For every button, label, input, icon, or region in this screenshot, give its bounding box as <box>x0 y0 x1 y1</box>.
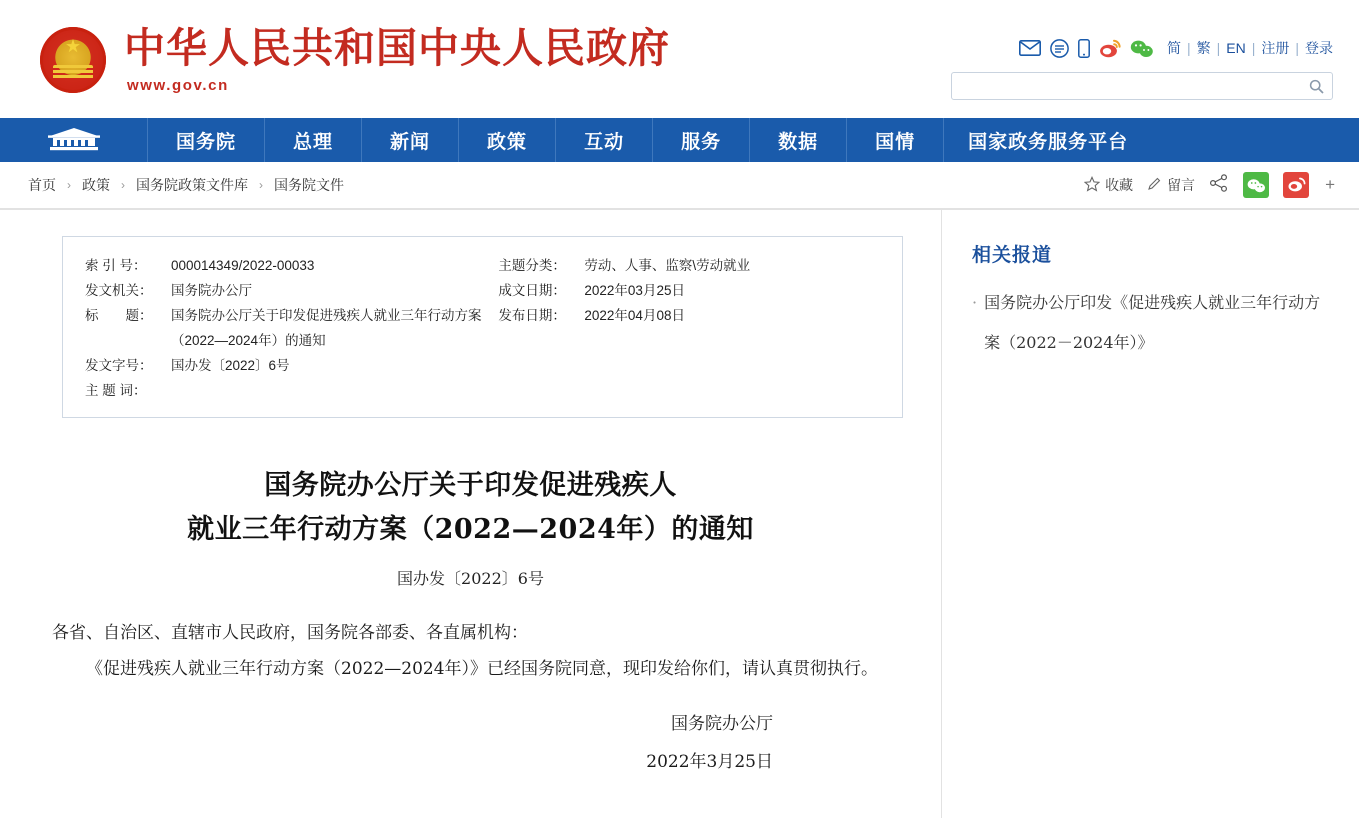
wechat-icon[interactable] <box>1130 39 1154 58</box>
breadcrumb-item-policy-library[interactable]: 国务院政策文件库 <box>136 177 248 193</box>
nav-item-zhengce[interactable]: 政策 <box>459 118 556 162</box>
meta-row-issuer <box>85 278 498 303</box>
meta-value: 2022年03月25日 <box>584 283 685 298</box>
document-body <box>52 615 893 687</box>
meta-value: 000014349/2022-00033 <box>171 258 315 273</box>
meta-row-publish-date <box>498 303 880 328</box>
meta-key: 标 题： <box>85 308 153 323</box>
pencil-icon <box>1147 176 1162 194</box>
document-signature-block <box>0 705 941 781</box>
link-separator: | <box>1251 40 1256 56</box>
breadcrumb-item-state-council-doc[interactable]: 国务院文件 <box>274 177 344 193</box>
share-icon[interactable] <box>1209 174 1229 197</box>
comment-label: 留言 <box>1167 177 1196 193</box>
meta-row-category <box>498 253 880 278</box>
link-separator: | <box>1295 40 1299 56</box>
meta-right-column <box>498 253 880 403</box>
sidebar-item-label[interactable]: 国务院办公厅印发《促进残疾人就业三年行动方案（2022－2024年）》 <box>984 293 1321 352</box>
breadcrumb-separator: › <box>67 178 71 192</box>
mobile-icon[interactable] <box>1078 39 1090 58</box>
breadcrumb-separator: › <box>121 178 125 192</box>
lang-link-simplified[interactable]: 简 <box>1166 40 1181 56</box>
header-right <box>951 36 1333 100</box>
sidebar-related <box>942 210 1359 818</box>
meta-key: 发文字号： <box>85 358 153 373</box>
sidebar-list <box>972 283 1335 363</box>
page-title <box>60 464 881 552</box>
document-number: 国办发〔2022〕6号 <box>397 569 544 588</box>
breadcrumb-item-policy[interactable]: 政策 <box>82 177 110 193</box>
site-title: 中华人民共和国中央人民政府 <box>124 24 670 72</box>
national-emblem-icon <box>40 27 106 93</box>
nav-item-guowuyuan[interactable]: 国务院 <box>148 118 265 162</box>
wechat-share-icon[interactable] <box>1243 172 1269 198</box>
site-header <box>0 0 1359 118</box>
gov-building-icon <box>44 125 104 156</box>
meta-value: 国务院办公厅关于印发促进残疾人就业三年行动方案（2022—2024年）的通知 <box>171 308 482 348</box>
meta-left-column <box>85 253 498 403</box>
document-column <box>0 210 942 818</box>
meta-key: 成文日期： <box>498 283 566 298</box>
meta-row-index <box>85 253 498 278</box>
signature-organization: 国务院办公厅 <box>671 714 773 734</box>
meta-key: 索 引 号： <box>85 258 147 273</box>
nav-item-xinwen[interactable]: 新闻 <box>362 118 459 162</box>
login-link[interactable]: 登录 <box>1305 40 1333 56</box>
favorite-label: 收藏 <box>1105 177 1134 193</box>
document-paragraph-salutation: 各省、自治区、直辖市人民政府，国务院各部委、各直属机构： <box>52 623 528 643</box>
breadcrumb-separator: › <box>259 178 263 192</box>
content-area <box>0 210 1359 818</box>
breadcrumb-bar <box>0 162 1359 210</box>
search-bar[interactable] <box>951 72 1333 100</box>
sidebar-title: 相关报道 <box>972 244 1053 266</box>
more-share-button[interactable]: + <box>1325 175 1335 194</box>
link-separator: | <box>1186 40 1191 56</box>
nav-item-zhengwu-platform[interactable]: 国家政务服务平台 <box>968 131 1129 153</box>
meta-row-docnumber <box>85 353 498 378</box>
signature-date: 2022年3月25日 <box>646 752 773 772</box>
meta-key: 主 题 词： <box>85 383 147 398</box>
nav-item-guoqing[interactable]: 国情 <box>847 118 944 162</box>
meta-key: 发文机关： <box>85 283 153 298</box>
star-icon <box>1084 176 1100 195</box>
meta-value: 2022年04月08日 <box>584 308 685 323</box>
meta-value: 劳动、人事、监察\劳动就业 <box>584 258 751 273</box>
breadcrumb-item-home[interactable]: 首页 <box>28 177 56 193</box>
message-icon[interactable] <box>1050 39 1069 58</box>
breadcrumb <box>28 175 344 195</box>
search-icon[interactable] <box>1309 79 1324 94</box>
meta-row-completion-date <box>498 278 880 303</box>
weibo-share-icon[interactable] <box>1283 172 1309 198</box>
search-input[interactable] <box>960 74 1309 98</box>
meta-row-keywords <box>85 378 498 403</box>
document-title-line1: 国务院办公厅关于印发促进残疾人 <box>264 470 677 501</box>
meta-value: 国务院办公厅 <box>171 283 252 298</box>
nav-item-zongli[interactable]: 总理 <box>265 118 362 162</box>
breadcrumb-tools <box>1084 172 1335 198</box>
main-nav <box>0 118 1359 162</box>
meta-value: 国办发〔2022〕6号 <box>171 358 290 373</box>
site-url: www.gov.cn <box>127 76 229 94</box>
nav-item-fuwu[interactable]: 服务 <box>653 118 750 162</box>
meta-row-title <box>85 303 498 353</box>
document-meta-box <box>62 236 903 418</box>
nav-item-hudong[interactable]: 互动 <box>556 118 653 162</box>
meta-key: 主题分类： <box>498 258 566 273</box>
register-link[interactable]: 注册 <box>1261 40 1290 56</box>
nav-item-shuju[interactable]: 数据 <box>750 118 847 162</box>
favorite-button[interactable] <box>1084 175 1133 195</box>
header-links <box>1167 38 1333 58</box>
mail-icon[interactable] <box>1019 40 1041 56</box>
nav-home[interactable] <box>0 118 148 162</box>
list-item[interactable] <box>972 283 1335 363</box>
lang-link-traditional[interactable]: 繁 <box>1196 40 1211 56</box>
comment-button[interactable] <box>1147 175 1195 195</box>
document-title-line2: 就业三年行动方案（2022—2024年）的通知 <box>187 514 754 545</box>
lang-link-en[interactable]: EN <box>1226 40 1246 56</box>
bullet-icon: · <box>972 293 978 312</box>
meta-key: 发布日期： <box>498 308 566 323</box>
weibo-icon[interactable] <box>1099 39 1121 58</box>
site-logo[interactable] <box>40 26 670 94</box>
link-separator: | <box>1216 40 1221 56</box>
document-paragraph-1: 《促进残疾人就业三年行动方案（2022—2024年）》已经国务院同意，现印发给你们，请认真贯彻执行。 <box>86 659 879 679</box>
